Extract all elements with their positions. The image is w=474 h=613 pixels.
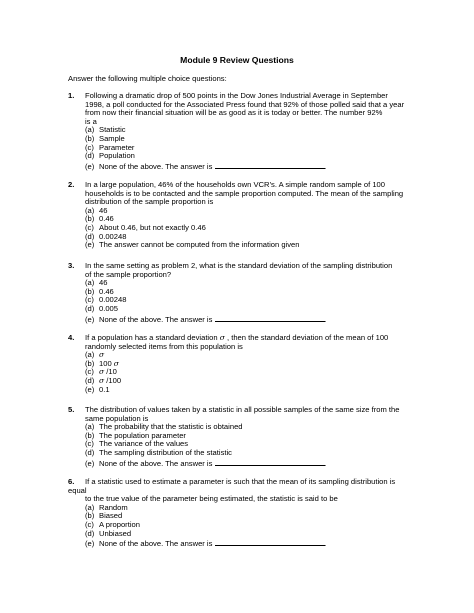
question-line: 1998, a poll conducted for the Associated Press found that 92% of those polled said that a year — [85, 99, 405, 109]
question-line: to the true value of the parameter being estimated, the statistic is said to be — [85, 494, 338, 504]
instructions: Answer the following multiple choice questions: — [68, 74, 227, 83]
question-number: 5. — [68, 405, 75, 414]
option-a: (a) Statistic — [85, 125, 126, 135]
page-title: Module 9 Review Questions — [180, 55, 294, 65]
answer-blank[interactable] — [215, 538, 325, 546]
question-line: households is to be contacted and the sample proportion computed. The mean of the sampling — [85, 188, 404, 198]
question-line: equal — [68, 485, 87, 495]
question-line: from now their financial situation will be as good as it is today or better. The number 92% — [85, 108, 383, 118]
answer-blank[interactable] — [215, 314, 325, 322]
option-b: (b) 0.46 — [85, 286, 114, 296]
question-line: of the sample proportion? — [85, 269, 172, 279]
option-c: (c) 0.00248 — [85, 295, 127, 305]
option-b: (b) 0.46 — [85, 214, 114, 224]
question-line: randomly selected items from this population is — [85, 341, 243, 351]
answer-blank[interactable] — [215, 458, 325, 466]
option-a: (a) The probability that the statistic is obtained — [85, 422, 243, 432]
option-e: (e) None of the above. The answer is . — [85, 314, 327, 324]
option-e: (e) None of the above. The answer is . — [85, 539, 327, 549]
answer-blank[interactable] — [215, 161, 325, 169]
option-b: (b) Biased — [85, 511, 123, 521]
question-number: 4. — [68, 333, 75, 342]
question-line: The distribution of values taken by a statistic in all possible samples of the same size from the — [85, 405, 400, 414]
question-line: distribution of the sample proportion is — [85, 197, 214, 207]
question-text — [85, 334, 428, 351]
option-b: (b) The population parameter — [85, 430, 186, 440]
option-e: (e) None of the above. The answer is . — [85, 458, 327, 468]
option-d: (d) 0.00248 — [85, 231, 127, 241]
question-line: If a population has a standard deviation σ , then the standard deviation of the mean of 100 — [85, 333, 389, 342]
question-number: 1. — [68, 91, 75, 100]
question-4 — [68, 334, 428, 394]
question-text — [85, 406, 428, 423]
question-line: same population is — [85, 413, 149, 423]
question-number: 3. — [68, 261, 75, 270]
option-d: (d) Unbiased — [85, 528, 132, 538]
question-text — [85, 262, 428, 279]
question-3 — [68, 262, 428, 324]
question-text — [85, 181, 428, 207]
option-e: (e) None of the above. The answer is . — [85, 161, 327, 171]
option-d: (d) 0.005 — [85, 303, 119, 313]
option-d: (d) σ /100 — [85, 375, 122, 385]
option-c: (c) About 0.46, but not exactly 0.46 — [85, 222, 206, 232]
option-c: (c) Parameter — [85, 142, 135, 152]
question-2 — [68, 181, 428, 250]
sigma-symbol: σ — [219, 333, 225, 342]
option-c: (c) The variance of the values — [85, 439, 189, 449]
question-5 — [68, 406, 428, 468]
option-b: (b) Sample — [85, 133, 125, 143]
question-line: In a large population, 46% of the households own VCR’s. A simple random sample of 100 — [85, 180, 385, 189]
question-1 — [68, 92, 428, 171]
option-b: (b) 100 σ — [85, 358, 119, 368]
option-e: (e) 0.1 — [85, 384, 110, 394]
question-number: 2. — [68, 180, 75, 189]
option-a: (a) σ — [85, 350, 105, 360]
question-line: In the same setting as problem 2, what is the standard deviation of the sampling distribution — [85, 261, 393, 270]
question-6 — [68, 478, 428, 549]
option-d: (d) Population — [85, 151, 135, 161]
question-text — [85, 478, 428, 487]
option-d: (d) The sampling distribution of the statistic — [85, 447, 232, 457]
option-a: (a) 46 — [85, 278, 108, 288]
question-number: 6. — [68, 477, 75, 486]
question-line: Following a dramatic drop of 500 points in the Dow Jones Industrial Average in September — [85, 91, 388, 100]
option-a: (a) Random — [85, 502, 128, 512]
question-text — [85, 92, 428, 126]
option-e: (e) The answer cannot be computed from the information given — [85, 240, 300, 250]
option-a: (a) 46 — [85, 205, 108, 215]
question-line: If a statistic used to estimate a parameter is such that the mean of its sampling distribution is — [85, 477, 396, 486]
option-c: (c) σ /10 — [85, 367, 117, 377]
question-line: is a — [85, 116, 97, 126]
option-c: (c) A proportion — [85, 519, 140, 529]
